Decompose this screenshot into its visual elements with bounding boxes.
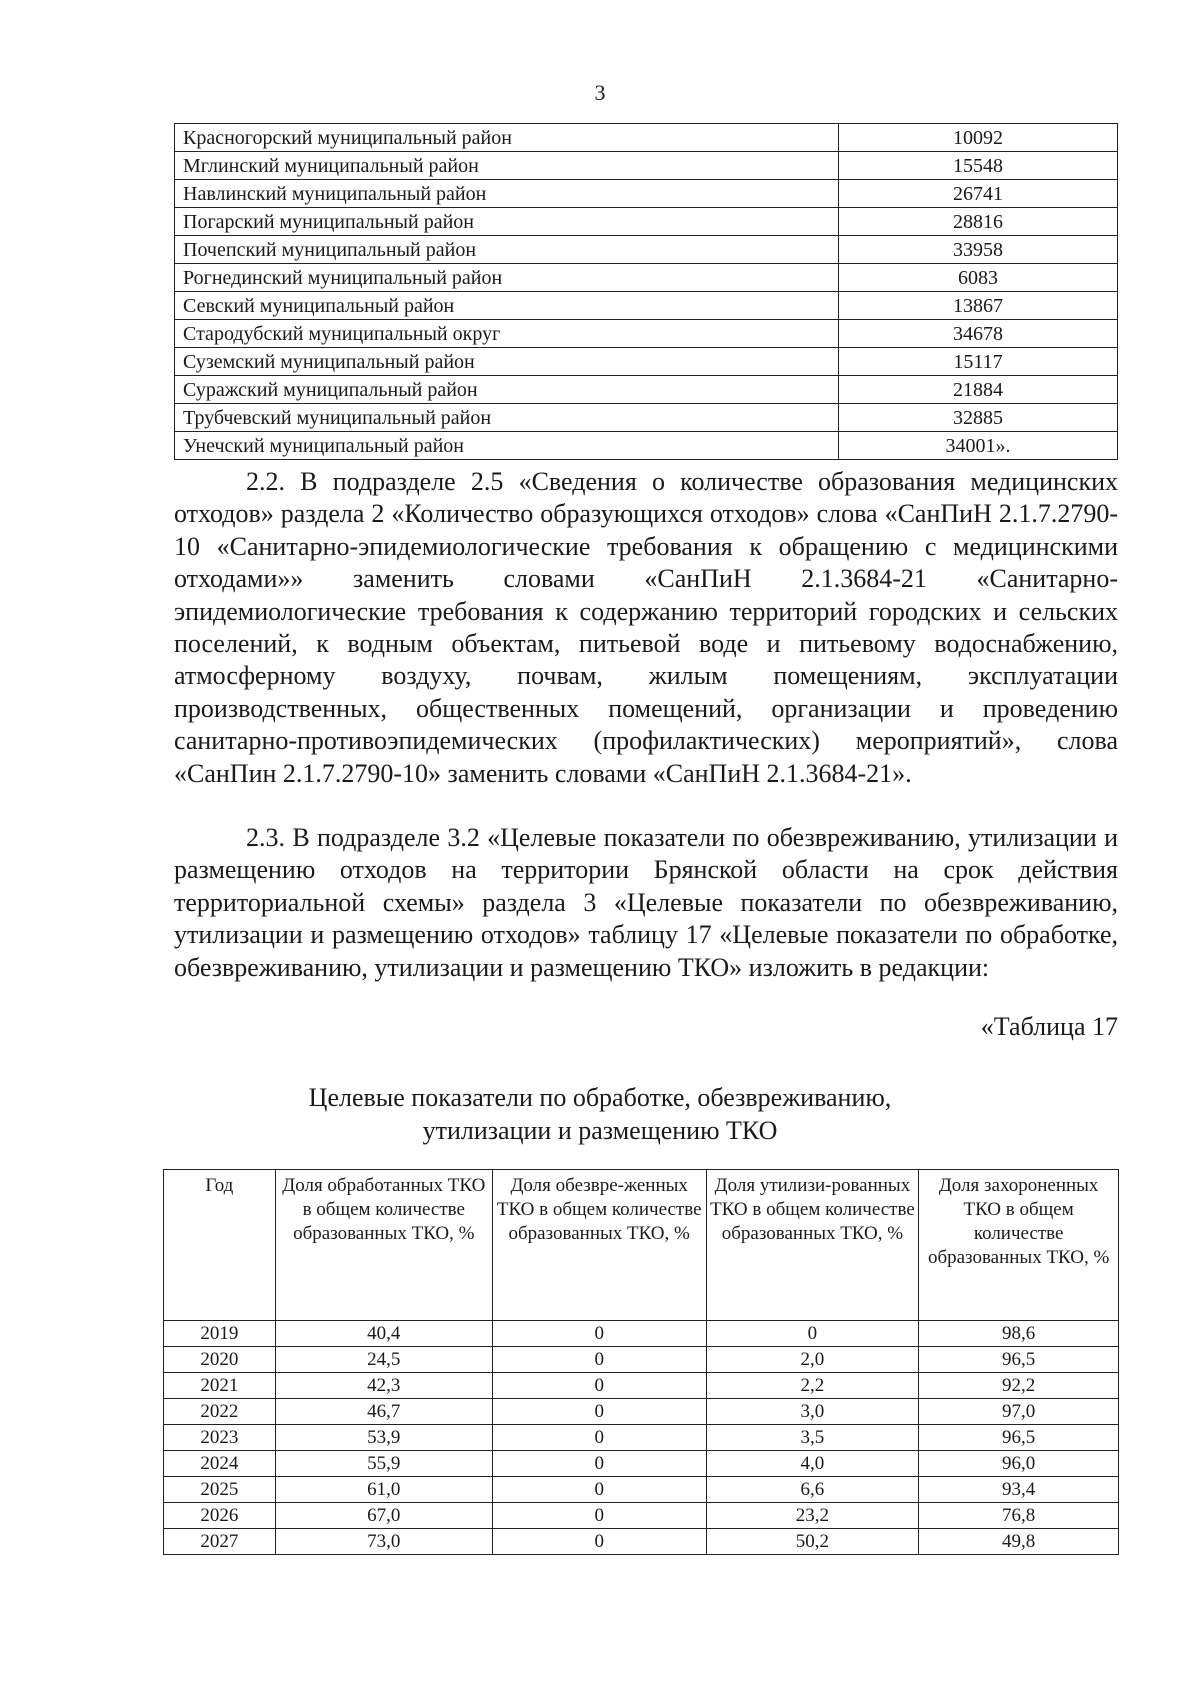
cell-year: 2027	[164, 1529, 276, 1555]
district-name: Красногорский муниципальный район	[175, 124, 839, 152]
cell-buried: 97,0	[919, 1399, 1119, 1425]
table-title	[0, 1081, 1200, 1147]
table-row	[175, 124, 1118, 152]
table-title-line-1: Целевые показатели по обработке, обезвреживанию,	[308, 1083, 892, 1112]
table-row	[175, 236, 1118, 264]
paragraph-2-2-text: 2.2. В подразделе 2.5 «Сведения о количестве образования медицинских отходов» раздела 2 «Количество образующихся отходов» слова «СанПиН 2.1.7.2790-10 «Санитарно-эпидемиологические требования к обращению с медицинскими отходами»» заменить словами «СанПиН 2.1.3684-21 «Санитарно-эпидемиологические требования к содержанию территорий городских и сельских поселений, к водным объектам, питьевой воде и питьевому водоснабжению, атмосферному воздуху, почвам, жилым помещениям, эксплуатации производственных, общественных помещений, организации и проведению санитарно-противоэпидемических (профилактических) мероприятий», слова «СанПин 2.1.7.2790-10» заменить словами «СанПиН 2.1.3684-21».	[174, 467, 1118, 788]
paragraph-2-2	[174, 466, 1118, 790]
table-row	[164, 1425, 1119, 1451]
district-value: 34678	[839, 320, 1118, 348]
table-row	[164, 1399, 1119, 1425]
cell-neutralized: 0	[492, 1425, 706, 1451]
cell-utilized: 0	[706, 1321, 919, 1347]
cell-buried: 49,8	[919, 1529, 1119, 1555]
paragraph-2-3	[174, 822, 1118, 984]
district-value: 26741	[839, 180, 1118, 208]
cell-neutralized: 0	[492, 1503, 706, 1529]
cell-buried: 93,4	[919, 1477, 1119, 1503]
header-neutralized-share: Доля обезвре-женных ТКО в общем количестве образованных ТКО, %	[492, 1170, 706, 1321]
cell-utilized: 3,0	[706, 1399, 919, 1425]
district-value: 10092	[839, 124, 1118, 152]
table-row	[175, 180, 1118, 208]
cell-buried: 96,5	[919, 1425, 1119, 1451]
cell-processed: 73,0	[275, 1529, 492, 1555]
cell-utilized: 23,2	[706, 1503, 919, 1529]
cell-utilized: 4,0	[706, 1451, 919, 1477]
district-value: 33958	[839, 236, 1118, 264]
cell-neutralized: 0	[492, 1347, 706, 1373]
district-value: 6083	[839, 264, 1118, 292]
cell-year: 2019	[164, 1321, 276, 1347]
table-row	[164, 1451, 1119, 1477]
header-processed-share: Доля обработанных ТКО в общем количестве образованных ТКО, %	[275, 1170, 492, 1321]
cell-processed: 24,5	[275, 1347, 492, 1373]
cell-neutralized: 0	[492, 1321, 706, 1347]
cell-utilized: 2,2	[706, 1373, 919, 1399]
cell-year: 2023	[164, 1425, 276, 1451]
district-value: 21884	[839, 376, 1118, 404]
cell-processed: 61,0	[275, 1477, 492, 1503]
cell-processed: 53,9	[275, 1425, 492, 1451]
cell-year: 2021	[164, 1373, 276, 1399]
cell-year: 2022	[164, 1399, 276, 1425]
district-population-table	[174, 123, 1118, 460]
table-row	[164, 1503, 1119, 1529]
district-name: Севский муниципальный район	[175, 292, 839, 320]
cell-buried: 76,8	[919, 1503, 1119, 1529]
cell-buried: 96,5	[919, 1347, 1119, 1373]
header-utilized-share: Доля утилизи-рованных ТКО в общем количестве образованных ТКО, %	[706, 1170, 919, 1321]
cell-neutralized: 0	[492, 1529, 706, 1555]
cell-utilized: 50,2	[706, 1529, 919, 1555]
district-name: Унечский муниципальный район	[175, 432, 839, 460]
cell-processed: 55,9	[275, 1451, 492, 1477]
table-row	[164, 1347, 1119, 1373]
district-name: Рогнединский муниципальный район	[175, 264, 839, 292]
district-name: Стародубский муниципальный округ	[175, 320, 839, 348]
cell-buried: 92,2	[919, 1373, 1119, 1399]
cell-processed: 46,7	[275, 1399, 492, 1425]
paragraph-2-3-text: 2.3. В подразделе 3.2 «Целевые показатели по обезвреживанию, утилизации и размещению отходов на территории Брянской области на срок действия территориальной схемы» раздела 3 «Целевые показатели по обезвреживанию, утилизации и размещению отходов» таблицу 17 «Целевые показатели по обработке, обезвреживанию, утилизации и размещению ТКО» изложить в редакции:	[174, 823, 1118, 982]
header-buried-share: Доля захороненных ТКО в общем количестве образованных ТКО, %	[919, 1170, 1119, 1321]
cell-year: 2025	[164, 1477, 276, 1503]
table-row	[175, 376, 1118, 404]
target-indicators-table	[163, 1169, 1119, 1555]
table-row	[164, 1321, 1119, 1347]
district-name: Суземский муниципальный район	[175, 348, 839, 376]
target-table-header-row	[164, 1170, 1119, 1321]
district-name: Суражский муниципальный район	[175, 376, 839, 404]
page-number: 3	[594, 80, 606, 105]
district-name: Трубчевский муниципальный район	[175, 404, 839, 432]
district-value: 15548	[839, 152, 1118, 180]
table-row	[164, 1373, 1119, 1399]
cell-processed: 42,3	[275, 1373, 492, 1399]
cell-year: 2020	[164, 1347, 276, 1373]
cell-neutralized: 0	[492, 1477, 706, 1503]
cell-neutralized: 0	[492, 1373, 706, 1399]
district-value: 28816	[839, 208, 1118, 236]
table-row	[175, 320, 1118, 348]
table-row	[175, 348, 1118, 376]
cell-neutralized: 0	[492, 1399, 706, 1425]
cell-utilized: 6,6	[706, 1477, 919, 1503]
table-row	[175, 152, 1118, 180]
table-row	[175, 264, 1118, 292]
cell-utilized: 2,0	[706, 1347, 919, 1373]
header-year: Год	[164, 1170, 276, 1321]
cell-year: 2026	[164, 1503, 276, 1529]
district-value: 15117	[839, 348, 1118, 376]
cell-processed: 40,4	[275, 1321, 492, 1347]
cell-buried: 96,0	[919, 1451, 1119, 1477]
cell-year: 2024	[164, 1451, 276, 1477]
district-name: Навлинский муниципальный район	[175, 180, 839, 208]
district-value: 34001».	[839, 432, 1118, 460]
table-title-line-2: утилизации и размещению ТКО	[422, 1116, 778, 1145]
district-name: Мглинский муниципальный район	[175, 152, 839, 180]
table-row	[164, 1529, 1119, 1555]
district-value: 32885	[839, 404, 1118, 432]
cell-neutralized: 0	[492, 1451, 706, 1477]
cell-utilized: 3,5	[706, 1425, 919, 1451]
table-row	[175, 292, 1118, 320]
table-row	[175, 432, 1118, 460]
cell-buried: 98,6	[919, 1321, 1119, 1347]
table-row	[164, 1477, 1119, 1503]
cell-processed: 67,0	[275, 1503, 492, 1529]
table-caption: «Таблица 17	[980, 1012, 1118, 1041]
table-row	[175, 404, 1118, 432]
district-name: Погарский муниципальный район	[175, 208, 839, 236]
district-name: Почепский муниципальный район	[175, 236, 839, 264]
district-value: 13867	[839, 292, 1118, 320]
table-row	[175, 208, 1118, 236]
